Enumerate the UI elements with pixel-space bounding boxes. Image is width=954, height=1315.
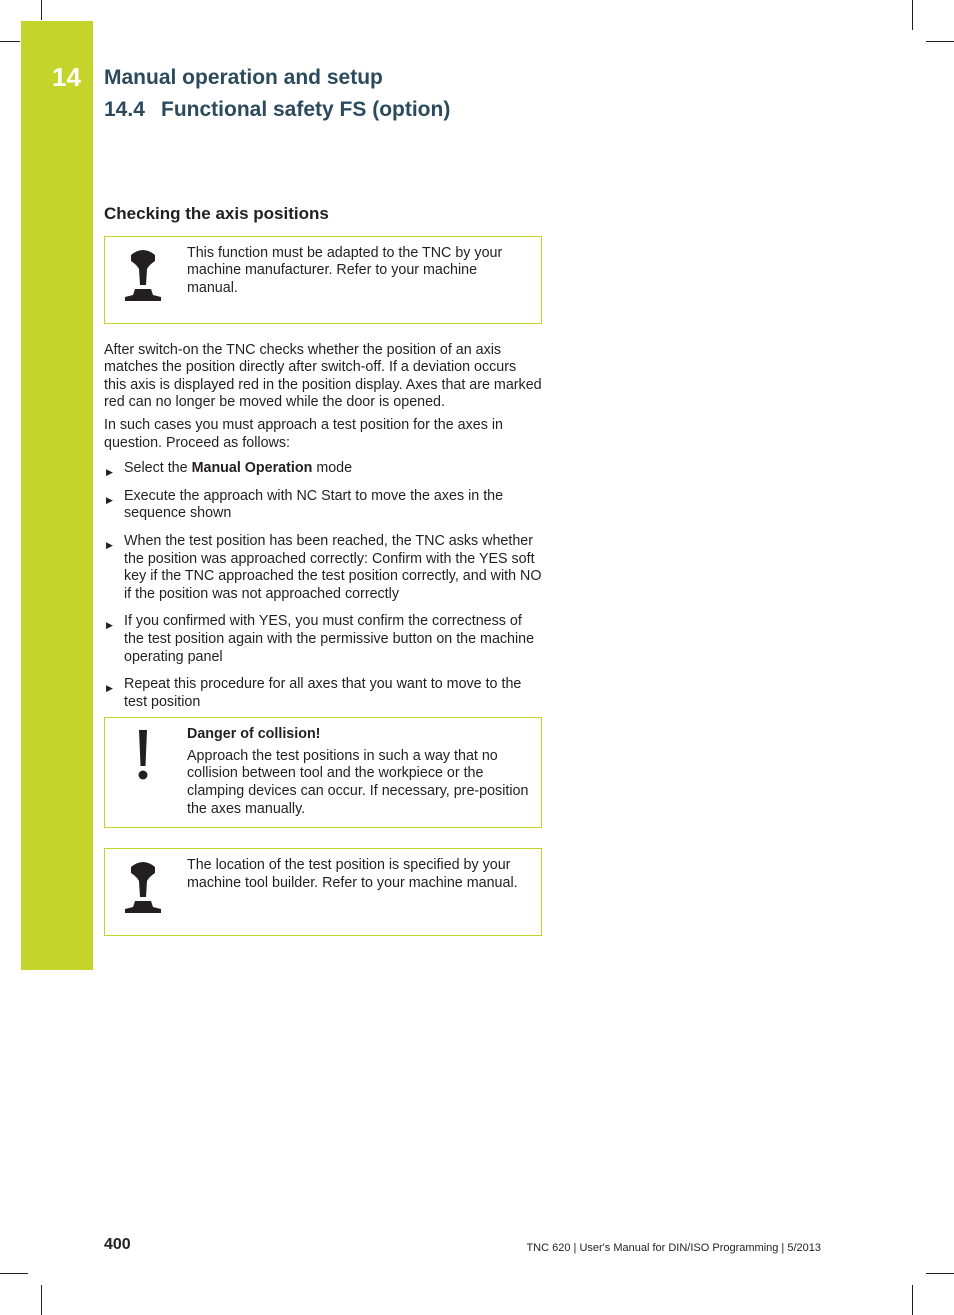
- step-text: Repeat this procedure for all axes that you want to move to the test position: [124, 676, 522, 710]
- footer-text: TNC 620 | User's Manual for DIN/ISO Programming | 5/2013: [526, 1242, 821, 1254]
- crop-mark: [0, 1273, 28, 1274]
- page-number: 400: [104, 1236, 131, 1253]
- machine-manufacturer-icon: [123, 859, 163, 919]
- note-box-manufacturer: [104, 236, 542, 324]
- bullet-arrow-icon: ▶: [106, 494, 113, 505]
- note-box-manufacturer: [104, 848, 542, 936]
- bullet-arrow-icon: ▶: [106, 683, 113, 694]
- crop-mark: [912, 1285, 913, 1315]
- step-text: If you confirmed with YES, you must confirm the correctness of the test position again with the permissive button on the machine operating panel: [124, 613, 535, 665]
- section-name: Functional safety FS (option): [161, 98, 451, 121]
- list-item: [104, 488, 542, 523]
- section-number: 14.4: [104, 98, 145, 121]
- crop-mark: [926, 41, 954, 42]
- step-text: mode: [316, 460, 353, 477]
- note-text: The location of the test position is specified by your machine tool builder. Refer to your machine manual.: [187, 857, 518, 891]
- chapter-sidebar: [21, 21, 93, 970]
- steps-list: [104, 460, 542, 711]
- bullet-arrow-icon: ▶: [106, 620, 113, 631]
- paragraph: In such cases you must approach a test position for the axes in question. Proceed as follows:: [104, 416, 503, 451]
- note-text: Approach the test positions in such a way that no collision between tool and the workpiece or the clamping devices can occur. If necessary, pre-position the axes manually.: [187, 747, 529, 817]
- crop-mark: [41, 1285, 42, 1315]
- main-content: [104, 205, 542, 936]
- bullet-arrow-icon: ▶: [106, 467, 113, 478]
- bullet-arrow-icon: ▶: [106, 539, 113, 550]
- note-box-warning: [104, 717, 542, 828]
- note-text: This function must be adapted to the TNC by your machine manufacturer. Refer to your machine manual.: [187, 244, 503, 296]
- list-item: [104, 676, 542, 711]
- warning-title: Danger of collision!: [187, 726, 321, 743]
- crop-mark: [926, 1273, 954, 1274]
- list-item: [104, 613, 542, 666]
- mode-name: Manual Operation: [191, 460, 313, 477]
- step-text: Execute the approach with NC Start to move the axes in the sequence shown: [124, 487, 504, 522]
- list-item: [104, 460, 542, 478]
- section-title: [104, 98, 450, 122]
- crop-mark: [41, 0, 42, 20]
- step-text: When the test position has been reached, the TNC asks whether the position was approached correctly: Confirm with the YES soft key if the TNC approached the test position correctly, and with NO if the position was not approached correctly: [124, 532, 542, 602]
- crop-mark: [0, 41, 20, 42]
- chapter-title: Manual operation and setup: [104, 66, 383, 89]
- paragraph: After switch-on the TNC checks whether the position of an axis matches the position directly after switch-off. If a deviation occurs this axis is displayed red in the position display. Axes that are marked red can no longer be moved while the door is opened.: [104, 341, 542, 411]
- step-text: Select the: [124, 460, 188, 477]
- page-heading: Checking the axis positions: [104, 204, 329, 223]
- crop-mark: [912, 0, 913, 30]
- warning-icon: [123, 728, 163, 788]
- chapter-number: 14: [52, 62, 81, 92]
- list-item: [104, 533, 542, 603]
- machine-manufacturer-icon: [123, 247, 163, 307]
